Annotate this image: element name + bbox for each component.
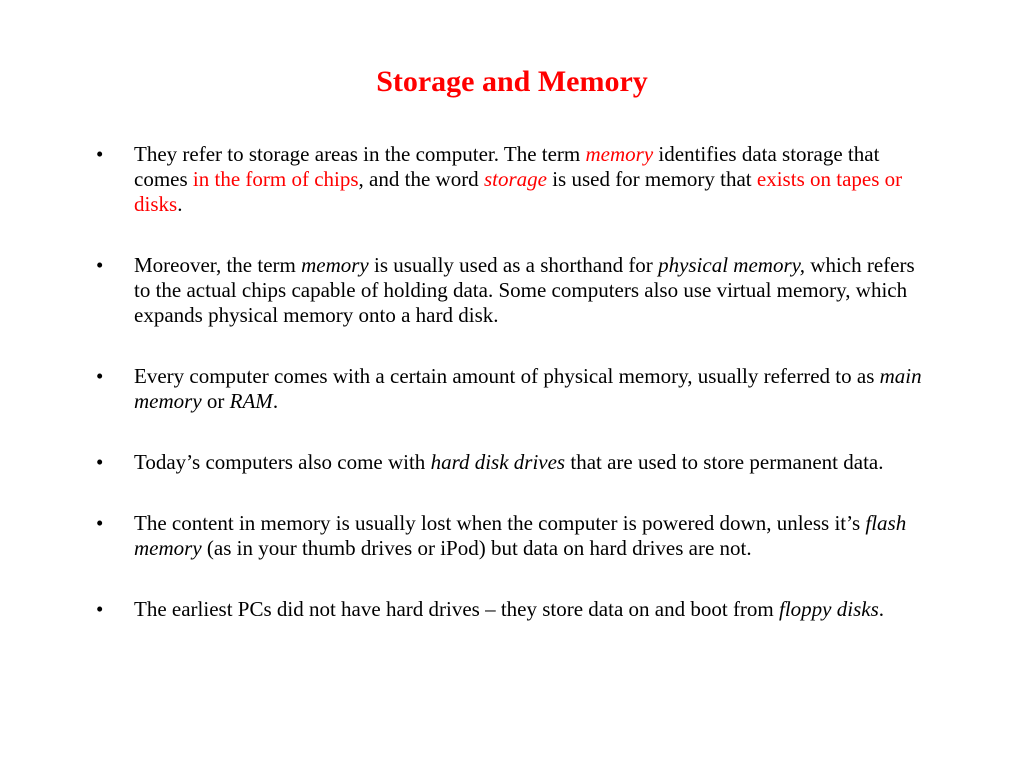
bullet-text: , and the word bbox=[358, 167, 484, 191]
bullet-item bbox=[96, 597, 926, 622]
bullet-text: which refers to the actual chips capable of holding data. Some computers also use virtual memory, which expands physical memory onto a hard disk. bbox=[134, 253, 915, 327]
bullet-text: is used for memory that bbox=[546, 167, 757, 191]
bullet-item bbox=[96, 450, 926, 475]
bullet-item bbox=[96, 511, 926, 561]
bullet-text: . bbox=[177, 192, 183, 216]
bullet-list bbox=[96, 142, 926, 658]
italic-text: RAM bbox=[229, 389, 273, 413]
highlighted-text: exists on tapes or disks bbox=[134, 167, 903, 216]
bullet-glyph: • bbox=[96, 253, 104, 277]
highlighted-text: storage bbox=[483, 167, 547, 191]
bullet-text: or bbox=[201, 389, 230, 413]
bullet-text: They refer to storage areas in the computer. The term bbox=[134, 142, 586, 166]
bullet-text: The content in memory is usually lost when the computer is powered down, unless it’s bbox=[134, 511, 866, 535]
italic-text: physical memory, bbox=[658, 253, 806, 277]
bullet-glyph: • bbox=[96, 142, 104, 166]
highlighted-text: memory bbox=[585, 142, 654, 166]
slide-title: Storage and Memory bbox=[376, 65, 648, 98]
bullet-glyph: • bbox=[96, 597, 104, 621]
bullet-text: The earliest PCs did not have hard drives – they store data on and boot from bbox=[134, 597, 780, 621]
bullet-item bbox=[96, 364, 926, 414]
bullet-glyph: • bbox=[96, 511, 104, 535]
italic-text: main memory bbox=[134, 364, 922, 413]
bullet-text: is usually used as a shorthand for bbox=[368, 253, 659, 277]
bullet-text: Today’s computers also come with bbox=[134, 450, 431, 474]
italic-text: memory bbox=[301, 253, 369, 277]
bullet-item bbox=[96, 253, 926, 328]
bullet-glyph: • bbox=[96, 450, 104, 474]
bullet-text: (as in your thumb drives or iPod) but data on hard drives are not. bbox=[201, 536, 752, 560]
italic-text: hard disk drives bbox=[430, 450, 566, 474]
highlighted-text: in the form of chips bbox=[192, 167, 359, 191]
italic-text: floppy disks bbox=[779, 597, 879, 621]
bullet-text: Moreover, the term bbox=[134, 253, 302, 277]
italic-text: flash memory bbox=[134, 511, 907, 560]
bullet-glyph: • bbox=[96, 364, 104, 388]
bullet-text: . bbox=[272, 389, 279, 413]
bullet-text: . bbox=[878, 597, 885, 621]
bullet-text: identifies data storage that comes bbox=[134, 142, 880, 191]
bullet-text: that are used to store permanent data. bbox=[565, 450, 884, 474]
bullet-text: Every computer comes with a certain amount of physical memory, usually referred to as bbox=[134, 364, 880, 388]
bullet-item bbox=[96, 142, 926, 217]
